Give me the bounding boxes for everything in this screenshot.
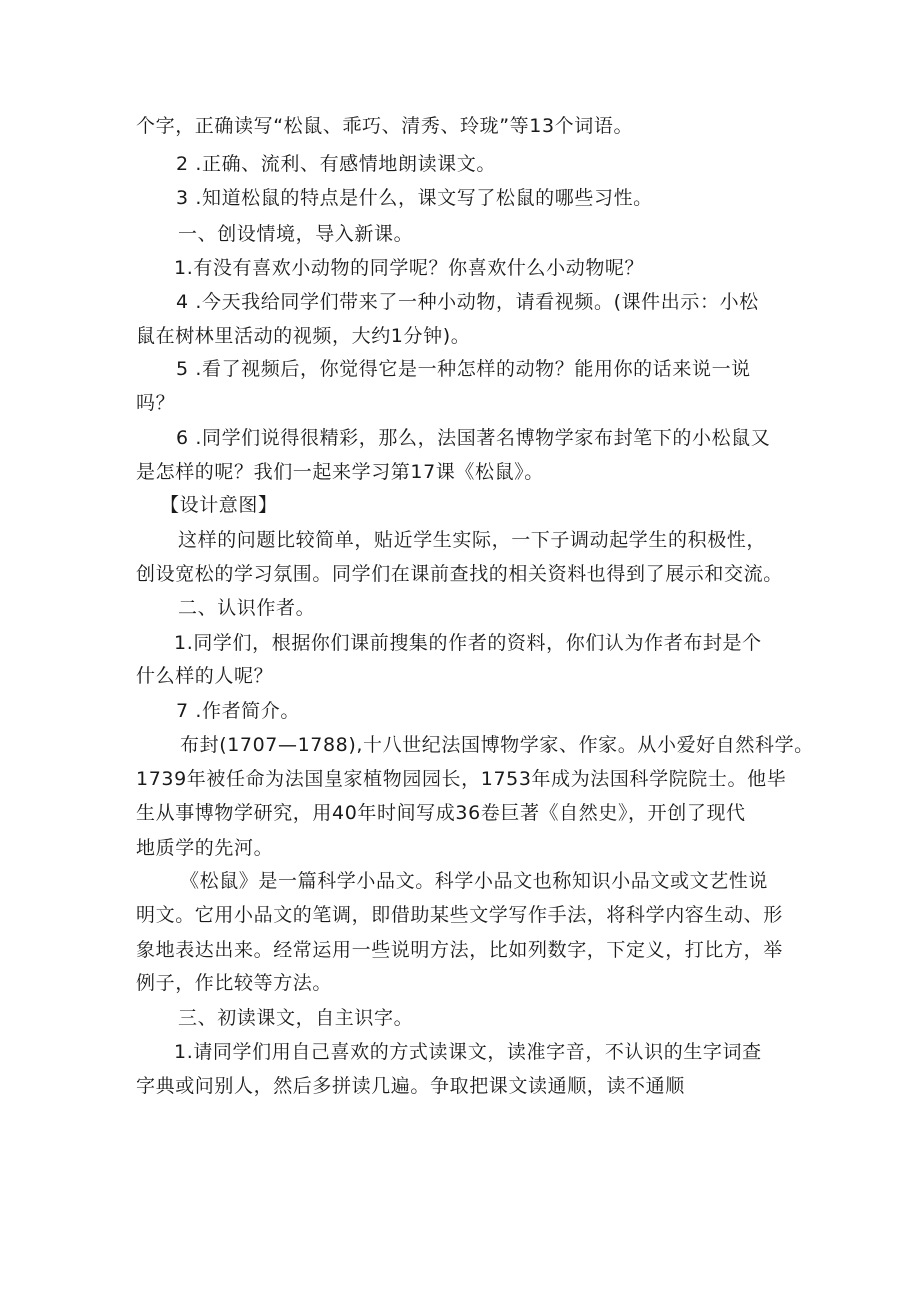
text-line: 个字，正确读写“松鼠、乖巧、清秀、玲珑”等13个词语。 (136, 115, 634, 137)
text-line: 1.同学们，根据你们课前搜集的作者的资料，你们认为作者布封是个 (174, 632, 762, 654)
text-line: 鼠在树林里活动的视频，大约1分钟)。 (136, 325, 471, 347)
section-heading: 三、初读课文，自主识字。 (178, 1007, 414, 1029)
text-line: 4 .今天我给同学们带来了一种小动物，请看视频。(课件出示：小松 (176, 291, 759, 313)
text-line: 2 .正确、流利、有感情地朗读课文。 (176, 153, 496, 175)
text-line: 创设宽松的学习氛围。同学们在课前查找的相关资料也得到了展示和交流。 (136, 563, 783, 585)
text-line: 字典或问别人，然后多拼读几遍。争取把课文读通顺，读不通顺 (136, 1075, 685, 1097)
section-heading: 一、创设情境，导入新课。 (178, 223, 414, 245)
text-line: 7 .作者简介。 (176, 700, 300, 722)
text-line: 1.有没有喜欢小动物的同学呢？你喜欢什么小动物呢？ (174, 257, 645, 279)
text-line: 1739年被任命为法国皇家植物园园长，1753年成为法国科学院院士。他毕 (136, 768, 787, 790)
text-line: 吗？ (136, 392, 176, 414)
text-line: 地质学的先河。 (136, 837, 274, 859)
text-line: 《松鼠》是一篇科学小品文。科学小品文也称知识小品文或文艺性说 (180, 870, 769, 892)
section-heading: 二、认识作者。 (178, 597, 316, 619)
text-line: 什么样的人呢？ (136, 665, 274, 687)
text-line: 象地表达出来。经常运用一些说明方法，比如列数字，下定义，打比方，举 (136, 939, 783, 961)
text-line: 是怎样的呢？我们一起来学习第17课《松鼠》。 (136, 461, 544, 483)
text-line: 这样的问题比较简单，贴近学生实际，一下子调动起学生的积极性， (178, 529, 767, 551)
text-line: 5 .看了视频后，你觉得它是一种怎样的动物？能用你的话来说一说 (176, 358, 751, 380)
text-line: 1.请同学们用自己喜欢的方式读课文，读准字音，不认识的生字词查 (174, 1041, 762, 1063)
text-line: 布封(1707—1788),十八世纪法国博物学家、作家。从小爱好自然科学。 (180, 734, 814, 756)
text-line: 生从事博物学研究，用40年时间写成36卷巨著《自然史》，开创了现代 (136, 802, 746, 824)
design-intent-heading: 【设计意图】 (160, 494, 278, 516)
text-line: 例子，作比较等方法。 (136, 972, 333, 994)
text-line: 3 .知道松鼠的特点是什么，课文写了松鼠的哪些习性。 (176, 187, 653, 209)
text-line: 明文。它用小品文的笔调，即借助某些文学写作手法，将科学内容生动、形 (136, 904, 783, 926)
text-line: 6 .同学们说得很精彩，那么，法国著名博物学家布封笔下的小松鼠又 (176, 427, 771, 449)
